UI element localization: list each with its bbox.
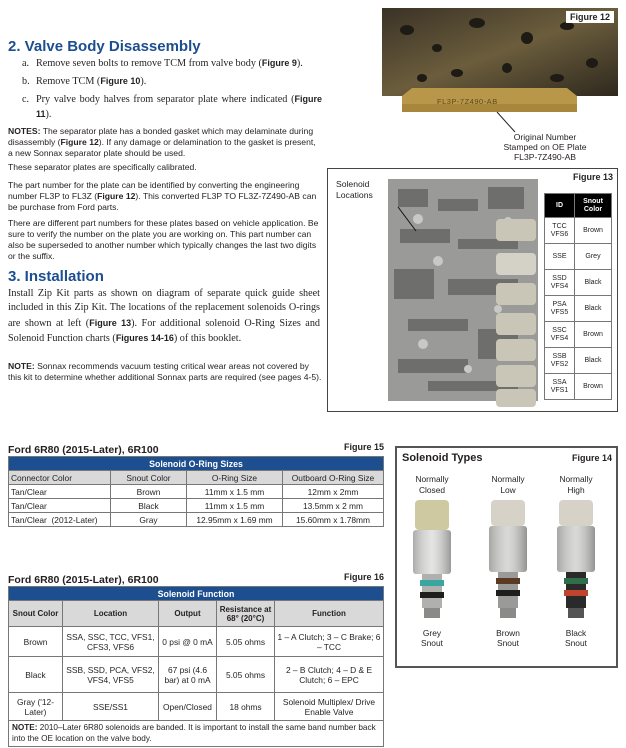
snout-label: Grey: [422, 628, 442, 638]
table-cell: SSA, SSC, TCC, VFS1, CFS3, VFS6: [63, 627, 159, 657]
step-c: [22, 92, 322, 122]
grey-snout-solenoid-image: [409, 500, 455, 620]
step-text-end: ).: [140, 76, 147, 87]
snout-color: Brown: [575, 218, 612, 244]
label-line: Solenoid: [336, 179, 370, 189]
table-cell: Brown: [111, 485, 187, 499]
calibrated-text: These separator plates are specifically calibrated.: [8, 162, 197, 172]
table-cell: 67 psi (4.6 bar) at 0 mA: [159, 657, 217, 693]
snout-color: Black: [575, 270, 612, 296]
callout-line: Original Number: [513, 132, 577, 142]
figure-ref: Figures 14-16: [115, 333, 174, 344]
step-text: Pry valve body halves from separator plate where indicated (: [36, 94, 295, 105]
snout-color: Black: [575, 348, 612, 374]
table-banner: Solenoid Function: [9, 587, 384, 601]
figure-13-label: Figure 13: [572, 172, 613, 182]
table-cell: Tan/Clear: [9, 499, 111, 513]
col-header: Resistance at 68° (20°C): [217, 601, 275, 627]
figure-16-title: Ford 6R80 (2015-Later), 6R100: [8, 574, 159, 586]
table-cell: Brown: [9, 627, 63, 657]
step-text: Remove seven bolts to remove TCM from valve body (: [36, 58, 262, 69]
installation-text-c: ) of this booklet.: [173, 333, 242, 345]
snout-label: Snout: [565, 638, 587, 648]
note-label: NOTES:: [8, 126, 41, 136]
oring-sizes-table: [8, 456, 384, 527]
note-text-end: ). If any damage or delamination to the gasket is present, a new Sonnax separator plate should be used.: [8, 137, 316, 158]
figure-ref: Figure 12: [97, 191, 136, 201]
snout-color: Grey: [575, 244, 612, 270]
note-text: Sonnax recommends vacuum testing critical wear areas not covered by this kit to determine whether additional Sonnax parts are required (see pages 4-5).: [8, 361, 322, 382]
solenoid-id: SSE: [545, 244, 575, 270]
table-cell: Tan/Clear: [9, 485, 111, 499]
step-letter: a.: [22, 58, 30, 69]
figure-14-label: Figure 14: [571, 453, 612, 463]
type-label: Normally: [559, 474, 593, 484]
step-letter: c.: [22, 94, 30, 105]
table-cell: 5.05 ohms: [217, 657, 275, 693]
figure-15: [8, 440, 384, 527]
figure-14-title: Solenoid Types: [402, 452, 483, 464]
table-cell: 18 ohms: [217, 693, 275, 721]
step-letter: b.: [22, 76, 30, 87]
figure-12-callout: [475, 132, 615, 162]
solenoid-row: [545, 322, 612, 348]
step-text: Remove TCM (: [36, 76, 101, 87]
type-label: High: [567, 485, 585, 495]
note-text: 2010–Later 6R80 solenoids are banded. It is important to install the same band number back into the OE location on the valve body.: [12, 723, 376, 743]
snout-color: Black: [575, 296, 612, 322]
solenoid-row: [545, 374, 612, 400]
solenoid-function-table: [8, 586, 384, 747]
note-text: The separator plate has a bonded gasket which may delaminate during disassembly (: [8, 126, 314, 147]
snout-label: Snout: [497, 638, 519, 648]
table-note: [9, 721, 384, 747]
col-header: Location: [63, 601, 159, 627]
table-cell: 5.05 ohms: [217, 627, 275, 657]
col-header: Function: [275, 601, 384, 627]
figure-ref: Figure 10: [100, 76, 141, 86]
solenoid-id: PSA VFS5: [545, 296, 575, 322]
table-row: [9, 693, 384, 721]
solenoid-row: [545, 270, 612, 296]
figure-15-label: Figure 15: [343, 442, 384, 452]
col-header: Output: [159, 601, 217, 627]
installation-text-a: Install Zip Kit parts as shown on diagram of separate quick guide sheet included in this Zip Kit. The locations of the replacement solenoids O-rings are shown at left (: [8, 288, 320, 329]
col-header: O-Ring Size: [187, 471, 283, 485]
table-cell: 12.95mm x 1.69 mm: [187, 513, 283, 527]
step-text-end: ).: [45, 109, 52, 120]
table-cell: Solenoid Multiplex/ Drive Enable Valve: [275, 693, 384, 721]
figure-16: [8, 570, 384, 747]
table-banner: Solenoid O-Ring Sizes: [9, 457, 384, 471]
id-header: ID: [545, 194, 575, 218]
part-number-text: [8, 180, 324, 213]
label-line: Locations: [336, 190, 373, 200]
table-cell: 2 – B Clutch; 4 – D & E Clutch; 6 – EPC: [275, 657, 384, 693]
different-part-numbers-text: There are different part numbers for these plates based on vehicle application. Be sure to verify the number on the plate you are working on. This part number can also be superseded to another number which typically changes the last two digits or the suffix.: [8, 218, 319, 261]
snout-color-header: Snout Color: [575, 194, 612, 218]
figure-ref: Figure 9: [261, 58, 297, 68]
figure-14: [395, 446, 618, 668]
solenoid-id: SSC VFS4: [545, 322, 575, 348]
figure-12: [327, 8, 618, 160]
notes-delaminate: [8, 126, 318, 159]
section-heading-valve-body-disassembly: 2. Valve Body Disassembly: [8, 38, 201, 55]
figure-ref: Figure 13: [89, 317, 132, 328]
section-heading-installation: 3. Installation: [8, 268, 104, 285]
table-cell: 15.60mm x 1.78mm: [283, 513, 384, 527]
table-cell: 0 psi @ 0 mA: [159, 627, 217, 657]
part-number-text-a: The part number for the plate can be identified by converting the engineering number FL3P to FL3Z (: [8, 180, 300, 201]
step-list: [22, 56, 322, 122]
table-row: [9, 499, 384, 513]
snout-label: Snout: [421, 638, 443, 648]
installation-text-b: ). For additional solenoid O-Ring Sizes and Solenoid Function charts (: [8, 317, 321, 345]
col-header: Outboard O-Ring Size: [283, 471, 384, 485]
figure-12-label: Figure 12: [566, 11, 614, 23]
solenoid-locations-label: [336, 179, 373, 201]
note-label: NOTE:: [12, 723, 38, 732]
brown-snout-solenoid-image: [485, 500, 531, 620]
figure-ref: Figure 11: [36, 94, 322, 119]
type-label: Normally: [491, 474, 525, 484]
callout-line: Stamped on OE Plate: [503, 142, 587, 152]
figure-ref: Figure 12: [60, 137, 99, 147]
col-header: Snout Color: [9, 601, 63, 627]
solenoid-id: SSD VFS4: [545, 270, 575, 296]
solenoid-row: [545, 244, 612, 270]
table-cell: Open/Closed: [159, 693, 217, 721]
step-text-end: ).: [296, 58, 303, 69]
table-cell: Gray: [111, 513, 187, 527]
table-note-row: [9, 721, 384, 747]
black-snout-solenoid-image: [553, 500, 599, 620]
step-b: [22, 74, 322, 89]
solenoid-row: [545, 218, 612, 244]
table-cell: Gray ('12-Later): [9, 693, 63, 721]
table-cell: Black: [9, 657, 63, 693]
col-header: Connector Color: [9, 471, 111, 485]
snout-label: Black: [565, 628, 587, 638]
table-cell: 13.5mm x 2 mm: [283, 499, 384, 513]
type-label: Normally: [415, 474, 449, 484]
table-cell: Black: [111, 499, 187, 513]
solenoid-normally-low: [485, 474, 531, 648]
table-row: [9, 627, 384, 657]
type-label: Low: [500, 485, 516, 495]
solenoid-normally-closed: [409, 474, 455, 648]
figure-13: [327, 168, 618, 412]
plate-stamp-text: FL3P-7Z490-AB: [437, 97, 498, 106]
table-cell: 12mm x 2mm: [283, 485, 384, 499]
table-row: [9, 657, 384, 693]
table-cell: 11mm x 1.5 mm: [187, 499, 283, 513]
snout-label: Brown: [496, 628, 520, 638]
installation-note: [8, 361, 322, 383]
solenoid-row: [545, 348, 612, 374]
table-cell: SSE/SS1: [63, 693, 159, 721]
solenoid-id-table: [544, 193, 612, 400]
figure-15-title: Ford 6R80 (2015-Later), 6R100: [8, 444, 159, 456]
step-a: [22, 56, 322, 71]
note-label: NOTE:: [8, 361, 35, 371]
table-cell: 11mm x 1.5 mm: [187, 485, 283, 499]
part-number-text-b: ). This converted FL3P TO FL3Z-7Z490-AB can be purchase from Ford parts.: [8, 191, 317, 212]
figure-16-label: Figure 16: [343, 572, 384, 582]
table-cell: Tan/Clear (2012-Later): [9, 513, 111, 527]
installation-paragraph: [8, 287, 320, 347]
solenoid-normally-high: [553, 474, 599, 648]
table-cell: 1 – A Clutch; 3 – C Brake; 6 – TCC: [275, 627, 384, 657]
snout-color: Brown: [575, 322, 612, 348]
table-row: [9, 485, 384, 499]
solenoid-id: SSB VFS2: [545, 348, 575, 374]
solenoid-id: SSA VFS1: [545, 374, 575, 400]
table-row: [9, 513, 384, 527]
col-header: Snout Color: [111, 471, 187, 485]
snout-color: Brown: [575, 374, 612, 400]
solenoid-row: [545, 296, 612, 322]
type-label: Closed: [418, 485, 446, 495]
solenoid-id: TCC VFS6: [545, 218, 575, 244]
callout-line: FL3P-7Z490-AB: [513, 152, 577, 162]
table-cell: SSB, SSD, PCA, VFS2, VFS4, VFS5: [63, 657, 159, 693]
